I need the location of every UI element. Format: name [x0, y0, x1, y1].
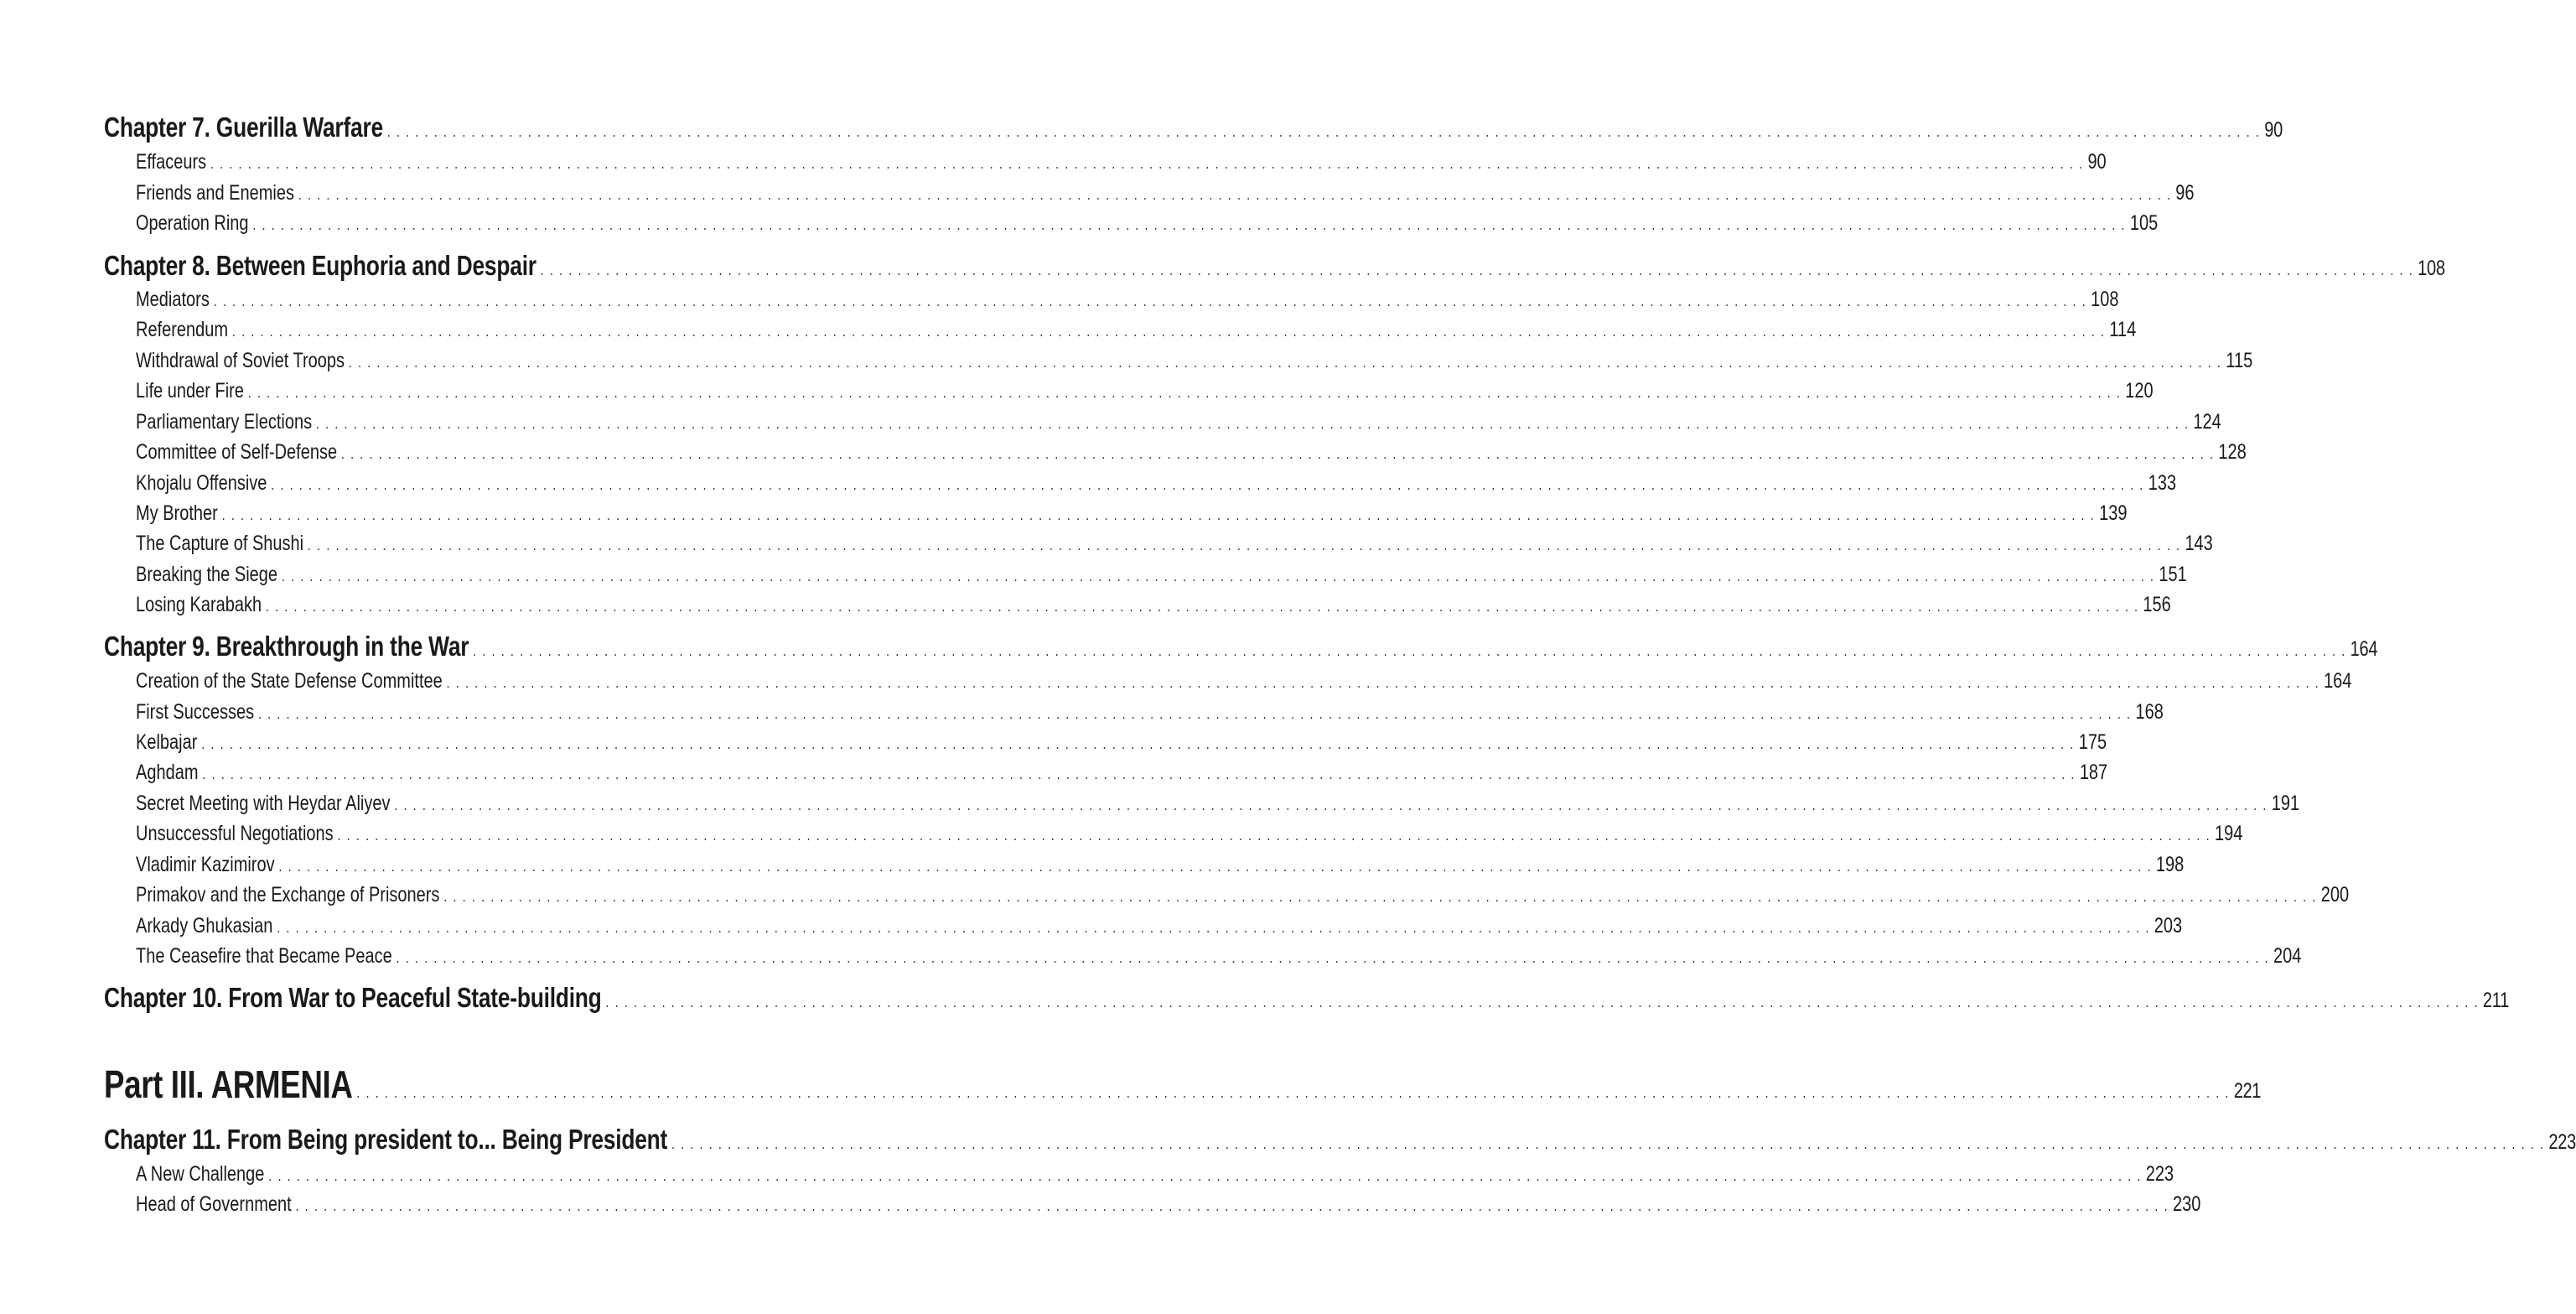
toc-section-entry — [136, 470, 2177, 496]
dot-leader: . . . . . . . . . . . . . . . . . . . . . . . . . . . . . . . . . . . . . . . . . . . . . . . . . . . . . . . . . . . . . . . . . . . . . . . . . . . . . . . . . . . . . . . . . . . . . . . . . . . . . . . . . . . . . . . . . . . . . . . . . . . . . . . . . . . . . . . . . . . . . . . . . . . . . . . . . . . . . . . . . . . . . . . . . . . . . . . . . . . . . . . . . . . . . . . . . . . . . . . . — [281, 568, 2155, 584]
toc-page-number: 108 — [2091, 288, 2119, 311]
toc-section-title: Head of Government — [136, 1192, 292, 1216]
dot-leader: . . . . . . . . . . . . . . . . . . . . . . . . . . . . . . . . . . . . . . . . . . . . . . . . . . . . . . . . . . . . . . . . . . . . . . . . . . . . . . . . . . . . . . . . . . . . . . . . . . . . . . . . . . . . . . . . . . . . . . . . . . . . . . . . . . . . . . . . . . . . . . . . . . . . . . . . . . . . . . . . . . . . . . . . . . . . . . . . . . . . . . . . . . . . . . . . . . . . . . . . — [443, 888, 2317, 905]
toc-section-entry — [136, 210, 2159, 236]
toc-section-title: Primakov and the Exchange of Prisoners — [136, 883, 440, 906]
toc-page-number: 114 — [2109, 318, 2137, 341]
toc-page-number: 211 — [2482, 989, 2510, 1012]
toc-section-title: Vladimir Kazimirov — [136, 853, 275, 876]
toc-section-title: Operation Ring — [136, 211, 249, 235]
dot-leader: . . . . . . . . . . . . . . . . . . . . . . . . . . . . . . . . . . . . . . . . . . . . . . . . . . . . . . . . . . . . . . . . . . . . . . . . . . . . . . . . . . . . . . . . . . . . . . . . . . . . . . . . . . . . . . . . . . . . . . . . . . . . . . . . . . . . . . . . . . . . . . . . . . . . . . . . . . . . . . . . . . . . . . . . . . . . . . . . . . . . . . . . . . . . . . . . . . . . . . . . — [271, 476, 2144, 493]
dot-leader: . . . . . . . . . . . . . . . . . . . . . . . . . . . . . . . . . . . . . . . . . . . . . . . . . . . . . . . . . . . . . . . . . . . . . . . . . . . . . . . . . . . . . . . . . . . . . . . . . . . . . . . . . . . . . . . . . . . . . . . . . . . . . . . . . . . . . . . . . . . . . . . . . . . . . . . . . . . . . . . . . . . . . . . . . . . . . . . . . . . . . . . . . . . . . . . . . . . . . . . . — [295, 1197, 2169, 1214]
toc-chapter-entry — [104, 630, 2378, 663]
toc-section-entry — [136, 912, 2183, 939]
toc-page-number: 175 — [2078, 730, 2107, 754]
toc-section-entry — [136, 851, 2185, 878]
toc-section-title: Effaceurs — [136, 150, 207, 174]
toc-page-number: 108 — [2418, 257, 2445, 280]
toc-page-number: 168 — [2135, 700, 2164, 724]
toc-section-entry — [136, 820, 2243, 847]
toc-section-title: Parliamentary Elections — [136, 410, 313, 434]
toc-section-title: Withdrawal of Soviet Troops — [136, 349, 345, 372]
toc-page-number: 133 — [2148, 471, 2177, 495]
dot-leader: . . . . . . . . . . . . . . . . . . . . . . . . . . . . . . . . . . . . . . . . . . . . . . . . . . . . . . . . . . . . . . . . . . . . . . . . . . . . . . . . . . . . . . . . . . . . . . . . . . . . . . . . . . . . . . . . . . . . . . . . . . . . . . . . . . . . . . . . . . . . . . . . . . . . . . . . . . . . . . . . . . . . . . . . . . . . . . . . . . . . . . . . . . . . . . . . . . . . . . . . — [257, 705, 2132, 722]
dot-leader: . . . . . . . . . . . . . . . . . . . . . . . . . . . . . . . . . . . . . . . . . . . . . . . . . . . . . . . . . . . . . . . . . . . . . . . . . . . . . . . . . . . . . . . . . . . . . . . . . . . . . . . . . . . . . . . . . . . . . . . . . . . . . . . . . . . . . . . . . . . . . . . . . . . . . . . . . . . . . . . . . . . . . . . . . . . . . . . . . . . . . . . . . . . . . . . . . . . . . . . . — [386, 123, 2261, 140]
dot-leader: . . . . . . . . . . . . . . . . . . . . . . . . . . . . . . . . . . . . . . . . . . . . . . . . . . . . . . . . . . . . . . . . . . . . . . . . . . . . . . . . . . . . . . . . . . . . . . . . . . . . . . . . . . . . . . . . . . . . . . . . . . . . . . . . . . . . . . . . . . . . . . . . . . . . . . . . . . . . . . . . . . . . . . . . . . . . . . . . . . . . . . . . . . . . . . . . . . . . . . . . — [247, 384, 2122, 401]
toc-section-entry — [136, 286, 2119, 313]
toc-page-number: 156 — [2143, 593, 2171, 616]
toc-section-entry — [136, 377, 2154, 404]
toc-chapter-title: Chapter 10. From War to Peaceful State-building — [104, 982, 602, 1013]
toc-section-title: Creation of the State Defense Committee — [136, 669, 443, 693]
toc-section-title: Life under Fire — [136, 379, 244, 403]
toc-section-title: Losing Karabakh — [136, 593, 262, 616]
toc-section-title: Secret Meeting with Heydar Aliyev — [136, 792, 391, 815]
dot-leader: . . . . . . . . . . . . . . . . . . . . . . . . . . . . . . . . . . . . . . . . . . . . . . . . . . . . . . . . . . . . . . . . . . . . . . . . . . . . . . . . . . . . . . . . . . . . . . . . . . . . . . . . . . . . . . . . . . . . . . . . . . . . . . . . . . . . . . . . . . . . . . . . . . . . . . . . . . . . . . . . . . . . . . . . . . . . . . . . . . . . . . . . . . . . . . . . . . . . . . . . — [210, 155, 2084, 172]
toc-page-number: 223 — [2548, 1130, 2576, 1154]
dot-leader: . . . . . . . . . . . . . . . . . . . . . . . . . . . . . . . . . . . . . . . . . . . . . . . . . . . . . . . . . . . . . . . . . . . . . . . . . . . . . . . . . . . . . . . . . . . . . . . . . . . . . . . . . . . . . . . . . . . . . . . . . . . . . . . . . . . . . . . . . . . . . . . . . . . . . . . . . . . . . . . . . . . . . . . . . . . . . . . . . . . . . . . . . . . . . . . . . . . . . . . . — [473, 642, 2346, 659]
dot-leader: . . . . . . . . . . . . . . . . . . . . . . . . . . . . . . . . . . . . . . . . . . . . . . . . . . . . . . . . . . . . . . . . . . . . . . . . . . . . . . . . . . . . . . . . . . . . . . . . . . . . . . . . . . . . . . . . . . . . . . . . . . . . . . . . . . . . . . . . . . . . . . . . . . . . . . . . . . . . . . . . . . . . . . . . . . . . . . . . . . . . . . . . . . . . . . . . . . . . . . . . — [252, 216, 2127, 233]
toc-section-entry — [136, 316, 2137, 343]
toc-page-number: 143 — [2185, 532, 2213, 555]
toc-chapter-title: Chapter 7. Guerilla Warfare — [104, 112, 383, 143]
toc-page-number: 200 — [2320, 883, 2350, 906]
toc-page-number: 151 — [2159, 563, 2187, 586]
dot-leader: . . . . . . . . . . . . . . . . . . . . . . . . . . . . . . . . . . . . . . . . . . . . . . . . . . . . . . . . . . . . . . . . . . . . . . . . . . . . . . . . . . . . . . . . . . . . . . . . . . . . . . . . . . . . . . . . . . . . . . . . . . . . . . . . . . . . . . . . . . . . . . . . . . . . . . . . . . . . . . . . . . . . . . . . . . . . . . . . . . . . . . . . . . . . . . . . . . . . . . . . — [671, 1135, 2545, 1152]
toc-section-entry — [136, 439, 2247, 465]
dot-leader: . . . . . . . . . . . . . . . . . . . . . . . . . . . . . . . . . . . . . . . . . . . . . . . . . . . . . . . . . . . . . . . . . . . . . . . . . . . . . . . . . . . . . . . . . . . . . . . . . . . . . . . . . . . . . . . . . . . . . . . . . . . . . . . . . . . . . . . . . . . . . . . . . . . . . . . . . . . . . . . . . . . . . . . . . . . . . . . . . . . . . . . . . . . . . . . . . . . . . . . . — [340, 445, 2215, 462]
toc-section-title: The Capture of Shushi — [136, 532, 304, 555]
toc-page-number: 105 — [2129, 211, 2159, 235]
toc-section-entry — [136, 667, 2352, 694]
toc-part-entry — [104, 1062, 2261, 1107]
toc-section-title: Referendum — [136, 318, 229, 341]
dot-leader: . . . . . . . . . . . . . . . . . . . . . . . . . . . . . . . . . . . . . . . . . . . . . . . . . . . . . . . . . . . . . . . . . . . . . . . . . . . . . . . . . . . . . . . . . . . . . . . . . . . . . . . . . . . . . . . . . . . . . . . . . . . . . . . . . . . . . . . . . . . . . . . . . . . . . . . . . . . . . . . . . . . . . . . . . . . . . . . . . . . . . . . . . . . . . . . . . . . . . . . . — [315, 415, 2190, 432]
toc-page-number: 191 — [2271, 792, 2300, 815]
toc-page-number: 90 — [2087, 150, 2107, 174]
dot-leader: . . . . . . . . . . . . . . . . . . . . . . . . . . . . . . . . . . . . . . . . . . . . . . . . . . . . . . . . . . . . . . . . . . . . . . . . . . . . . . . . . . . . . . . . . . . . . . . . . . . . . . . . . . . . . . . . . . . . . . . . . . . . . . . . . . . . . . . . . . . . . . . . . . . . . . . . . . . . . . . . . . . . . . . . . . . . . . . . . . . . . . . . . . . . . . . . . . . . . . . . — [307, 537, 2181, 553]
dot-leader: . . . . . . . . . . . . . . . . . . . . . . . . . . . . . . . . . . . . . . . . . . . . . . . . . . . . . . . . . . . . . . . . . . . . . . . . . . . . . . . . . . . . . . . . . . . . . . . . . . . . . . . . . . . . . . . . . . . . . . . . . . . . . . . . . . . . . . . . . . . . . . . . . . . . . . . . . . . . . . . . . . . . . . . . . . . . . . . . . . . . . . . . . . . . . . . . . . . . . . . . — [231, 323, 2106, 340]
toc-section-entry — [136, 790, 2300, 817]
dot-leader: . . . . . . . . . . . . . . . . . . . . . . . . . . . . . . . . . . . . . . . . . . . . . . . . . . . . . . . . . . . . . . . . . . . . . . . . . . . . . . . . . . . . . . . . . . . . . . . . . . . . . . . . . . . . . . . . . . . . . . . . . . . . . . . . . . . . . . . . . . . . . . . . . . . . . . . . . . . . . . . . . . . . . . . . . . . . . . . . . . . . . . . . . . . . . . . . . . . . . . . . — [446, 674, 2320, 691]
toc-section-title: The Ceasefire that Became Peace — [136, 944, 392, 968]
toc-section-entry — [136, 179, 2195, 206]
dot-leader: . . . . . . . . . . . . . . . . . . . . . . . . . . . . . . . . . . . . . . . . . . . . . . . . . . . . . . . . . . . . . . . . . . . . . . . . . . . . . . . . . . . . . . . . . . . . . . . . . . . . . . . . . . . . . . . . . . . . . . . . . . . . . . . . . . . . . . . . . . . . . . . . . . . . . . . . . . . . . . . . . . . . . . . . . . . . . . . . . . . . . . . . . . . . . . . . . . . . . . . . — [394, 797, 2268, 813]
dot-leader: . . . . . . . . . . . . . . . . . . . . . . . . . . . . . . . . . . . . . . . . . . . . . . . . . . . . . . . . . . . . . . . . . . . . . . . . . . . . . . . . . . . . . . . . . . . . . . . . . . . . . . . . . . . . . . . . . . . . . . . . . . . . . . . . . . . . . . . . . . . . . . . . . . . . . . . . . . . . . . . . . . . . . . . . . . . . . . . . . . . . . . . . . . . . . . . . . . . . . . . . — [221, 506, 2096, 523]
toc-page-number: 204 — [2273, 944, 2302, 968]
toc-chapter-entry — [104, 1123, 2576, 1156]
dot-leader: . . . . . . . . . . . . . . . . . . . . . . . . . . . . . . . . . . . . . . . . . . . . . . . . . . . . . . . . . . . . . . . . . . . . . . . . . . . . . . . . . . . . . . . . . . . . . . . . . . . . . . . . . . . . . . . . . . . . . . . . . . . . . . . . . . . . . . . . . . . . . . . . . . . . . . . . . . . . . . . . . . . . . . . . . . . . . . . . . . . . . . . . . . . . . . . . . . . . . . . . — [396, 949, 2270, 966]
dot-leader: . . . . . . . . . . . . . . . . . . . . . . . . . . . . . . . . . . . . . . . . . . . . . . . . . . . . . . . . . . . . . . . . . . . . . . . . . . . . . . . . . . . . . . . . . . . . . . . . . . . . . . . . . . . . . . . . . . . . . . . . . . . . . . . . . . . . . . . . . . . . . . . . . . . . . . . . . . . . . . . . . . . . . . . . . . . . . . . . . . . . . . . . . . . . . . . . . . . . . . . . — [268, 1167, 2142, 1184]
toc-page-number: 139 — [2099, 501, 2128, 525]
toc-page-number: 194 — [2214, 822, 2243, 845]
dot-leader: . . . . . . . . . . . . . . . . . . . . . . . . . . . . . . . . . . . . . . . . . . . . . . . . . . . . . . . . . . . . . . . . . . . . . . . . . . . . . . . . . . . . . . . . . . . . . . . . . . . . . . . . . . . . . . . . . . . . . . . . . . . . . . . . . . . . . . . . . . . . . . . . . . . . . . . . . . . . . . . . . . . . . . . . . . . . . . . . . . . . . . . . . . . . . . . . . . . . . . . . — [356, 1084, 2231, 1101]
toc-chapter-title: Chapter 11. From Being president to... Being President — [104, 1124, 668, 1155]
dot-leader: . . . . . . . . . . . . . . . . . . . . . . . . . . . . . . . . . . . . . . . . . . . . . . . . . . . . . . . . . . . . . . . . . . . . . . . . . . . . . . . . . . . . . . . . . . . . . . . . . . . . . . . . . . . . . . . . . . . . . . . . . . . . . . . . . . . . . . . . . . . . . . . . . . . . . . . . . . . . . . . . . . . . . . . . . . . . . . . . . . . . . . . . . . . . . . . . . . . . . . . . — [298, 186, 2172, 203]
toc-section-title: Friends and Enemies — [136, 181, 294, 205]
dot-leader: . . . . . . . . . . . . . . . . . . . . . . . . . . . . . . . . . . . . . . . . . . . . . . . . . . . . . . . . . . . . . . . . . . . . . . . . . . . . . . . . . . . . . . . . . . . . . . . . . . . . . . . . . . . . . . . . . . . . . . . . . . . . . . . . . . . . . . . . . . . . . . . . . . . . . . . . . . . . . . . . . . . . . . . . . . . . . . . . . . . . . . . . . . . . . . . . . . . . . . . . — [201, 735, 2075, 752]
toc-page-number: 164 — [2350, 637, 2378, 661]
toc-section-entry — [136, 530, 2213, 557]
dot-leader: . . . . . . . . . . . . . . . . . . . . . . . . . . . . . . . . . . . . . . . . . . . . . . . . . . . . . . . . . . . . . . . . . . . . . . . . . . . . . . . . . . . . . . . . . . . . . . . . . . . . . . . . . . . . . . . . . . . . . . . . . . . . . . . . . . . . . . . . . . . . . . . . . . . . . . . . . . . . . . . . . . . . . . . . . . . . . . . . . . . . . . . . . . . . . . . . . . . . . . . . — [213, 293, 2087, 309]
toc-section-entry — [136, 591, 2171, 618]
toc-section-title: First Successes — [136, 700, 255, 724]
toc-chapter-entry — [104, 249, 2445, 283]
toc-page-number: 124 — [2193, 410, 2221, 434]
toc-section-entry — [136, 1191, 2201, 1218]
dot-leader: . . . . . . . . . . . . . . . . . . . . . . . . . . . . . . . . . . . . . . . . . . . . . . . . . . . . . . . . . . . . . . . . . . . . . . . . . . . . . . . . . . . . . . . . . . . . . . . . . . . . . . . . . . . . . . . . . . . . . . . . . . . . . . . . . . . . . . . . . . . . . . . . . . . . . . . . . . . . . . . . . . . . . . . . . . . . . . . . . . . . . . . . . . . . . . . . . . . . . . . . — [277, 919, 2150, 936]
toc-section-title: Arkady Ghukasian — [136, 914, 273, 937]
toc-page-number: 90 — [2264, 118, 2283, 142]
toc-chapter-entry — [104, 981, 2510, 1015]
dot-leader: . . . . . . . . . . . . . . . . . . . . . . . . . . . . . . . . . . . . . . . . . . . . . . . . . . . . . . . . . . . . . . . . . . . . . . . . . . . . . . . . . . . . . . . . . . . . . . . . . . . . . . . . . . . . . . . . . . . . . . . . . . . . . . . . . . . . . . . . . . . . . . . . . . . . . . . . . . . . . . . . . . . . . . . . . . . . . . . . . . . . . . . . . . . . . . . . . . . . . . . . — [605, 994, 2480, 1010]
toc-section-entry — [136, 500, 2128, 527]
toc-page-number: 128 — [2218, 440, 2247, 464]
toc-section-entry — [136, 943, 2302, 969]
toc-section-entry — [136, 561, 2187, 588]
toc-page-number: 120 — [2125, 379, 2154, 403]
dot-leader: . . . . . . . . . . . . . . . . . . . . . . . . . . . . . . . . . . . . . . . . . . . . . . . . . . . . . . . . . . . . . . . . . . . . . . . . . . . . . . . . . . . . . . . . . . . . . . . . . . . . . . . . . . . . . . . . . . . . . . . . . . . . . . . . . . . . . . . . . . . . . . . . . . . . . . . . . . . . . . . . . . . . . . . . . . . . . . . . . . . . . . . . . . . . . . . . . . . . . . . . — [540, 262, 2414, 278]
toc-page-number: 230 — [2172, 1192, 2201, 1216]
toc-section-entry — [136, 881, 2350, 908]
toc-section-title: My Brother — [136, 501, 218, 525]
toc-section-title: Khojalu Offensive — [136, 471, 267, 495]
toc-section-title: A New Challenge — [136, 1162, 265, 1186]
toc-part-title: Part III. ARMENIA — [104, 1062, 353, 1106]
toc-page-number: 187 — [2079, 761, 2108, 784]
toc-section-title: Aghdam — [136, 761, 199, 784]
toc-section-title: Breaking the Siege — [136, 563, 278, 586]
toc-page-number: 115 — [2226, 349, 2253, 372]
toc-section-entry — [136, 347, 2253, 374]
toc-section-entry — [136, 408, 2221, 435]
toc-page-number: 223 — [2145, 1162, 2174, 1186]
toc-section-title: Unsuccessful Negotiations — [136, 822, 334, 845]
dot-leader: . . . . . . . . . . . . . . . . . . . . . . . . . . . . . . . . . . . . . . . . . . . . . . . . . . . . . . . . . . . . . . . . . . . . . . . . . . . . . . . . . . . . . . . . . . . . . . . . . . . . . . . . . . . . . . . . . . . . . . . . . . . . . . . . . . . . . . . . . . . . . . . . . . . . . . . . . . . . . . . . . . . . . . . . . . . . . . . . . . . . . . . . . . . . . . . . . . . . . . . . — [202, 766, 2076, 782]
dot-leader: . . . . . . . . . . . . . . . . . . . . . . . . . . . . . . . . . . . . . . . . . . . . . . . . . . . . . . . . . . . . . . . . . . . . . . . . . . . . . . . . . . . . . . . . . . . . . . . . . . . . . . . . . . . . . . . . . . . . . . . . . . . . . . . . . . . . . . . . . . . . . . . . . . . . . . . . . . . . . . . . . . . . . . . . . . . . . . . . . . . . . . . . . . . . . . . . . . . . . . . . — [278, 858, 2153, 875]
toc-page-number: 164 — [2324, 669, 2352, 693]
dot-leader: . . . . . . . . . . . . . . . . . . . . . . . . . . . . . . . . . . . . . . . . . . . . . . . . . . . . . . . . . . . . . . . . . . . . . . . . . . . . . . . . . . . . . . . . . . . . . . . . . . . . . . . . . . . . . . . . . . . . . . . . . . . . . . . . . . . . . . . . . . . . . . . . . . . . . . . . . . . . . . . . . . . . . . . . . . . . . . . . . . . . . . . . . . . . . . . . . . . . . . . . — [337, 827, 2211, 844]
toc-section-title: Mediators — [136, 288, 210, 311]
toc-chapter-entry — [104, 111, 2283, 144]
toc-page-number: 198 — [2155, 853, 2185, 876]
toc-chapter-title: Chapter 9. Breakthrough in the War — [104, 631, 469, 662]
toc-section-entry — [136, 729, 2107, 756]
toc-section-title: Committee of Self-Defense — [136, 440, 338, 464]
dot-leader: . . . . . . . . . . . . . . . . . . . . . . . . . . . . . . . . . . . . . . . . . . . . . . . . . . . . . . . . . . . . . . . . . . . . . . . . . . . . . . . . . . . . . . . . . . . . . . . . . . . . . . . . . . . . . . . . . . . . . . . . . . . . . . . . . . . . . . . . . . . . . . . . . . . . . . . . . . . . . . . . . . . . . . . . . . . . . . . . . . . . . . . . . . . . . . . . . . . . . . . . — [265, 598, 2139, 615]
dot-leader: . . . . . . . . . . . . . . . . . . . . . . . . . . . . . . . . . . . . . . . . . . . . . . . . . . . . . . . . . . . . . . . . . . . . . . . . . . . . . . . . . . . . . . . . . . . . . . . . . . . . . . . . . . . . . . . . . . . . . . . . . . . . . . . . . . . . . . . . . . . . . . . . . . . . . . . . . . . . . . . . . . . . . . . . . . . . . . . . . . . . . . . . . . . . . . . . . . . . . . . . — [348, 354, 2222, 371]
toc-section-entry — [136, 759, 2108, 786]
toc-page-number: 96 — [2175, 181, 2195, 205]
toc-section-entry — [136, 699, 2164, 725]
toc-page-number: 203 — [2154, 914, 2183, 937]
toc-section-title: Kelbajar — [136, 730, 198, 754]
toc-page-number: 221 — [2233, 1079, 2261, 1103]
toc-section-entry — [136, 148, 2107, 175]
toc-section-entry — [136, 1161, 2174, 1187]
toc-chapter-title: Chapter 8. Between Euphoria and Despair — [104, 250, 536, 281]
